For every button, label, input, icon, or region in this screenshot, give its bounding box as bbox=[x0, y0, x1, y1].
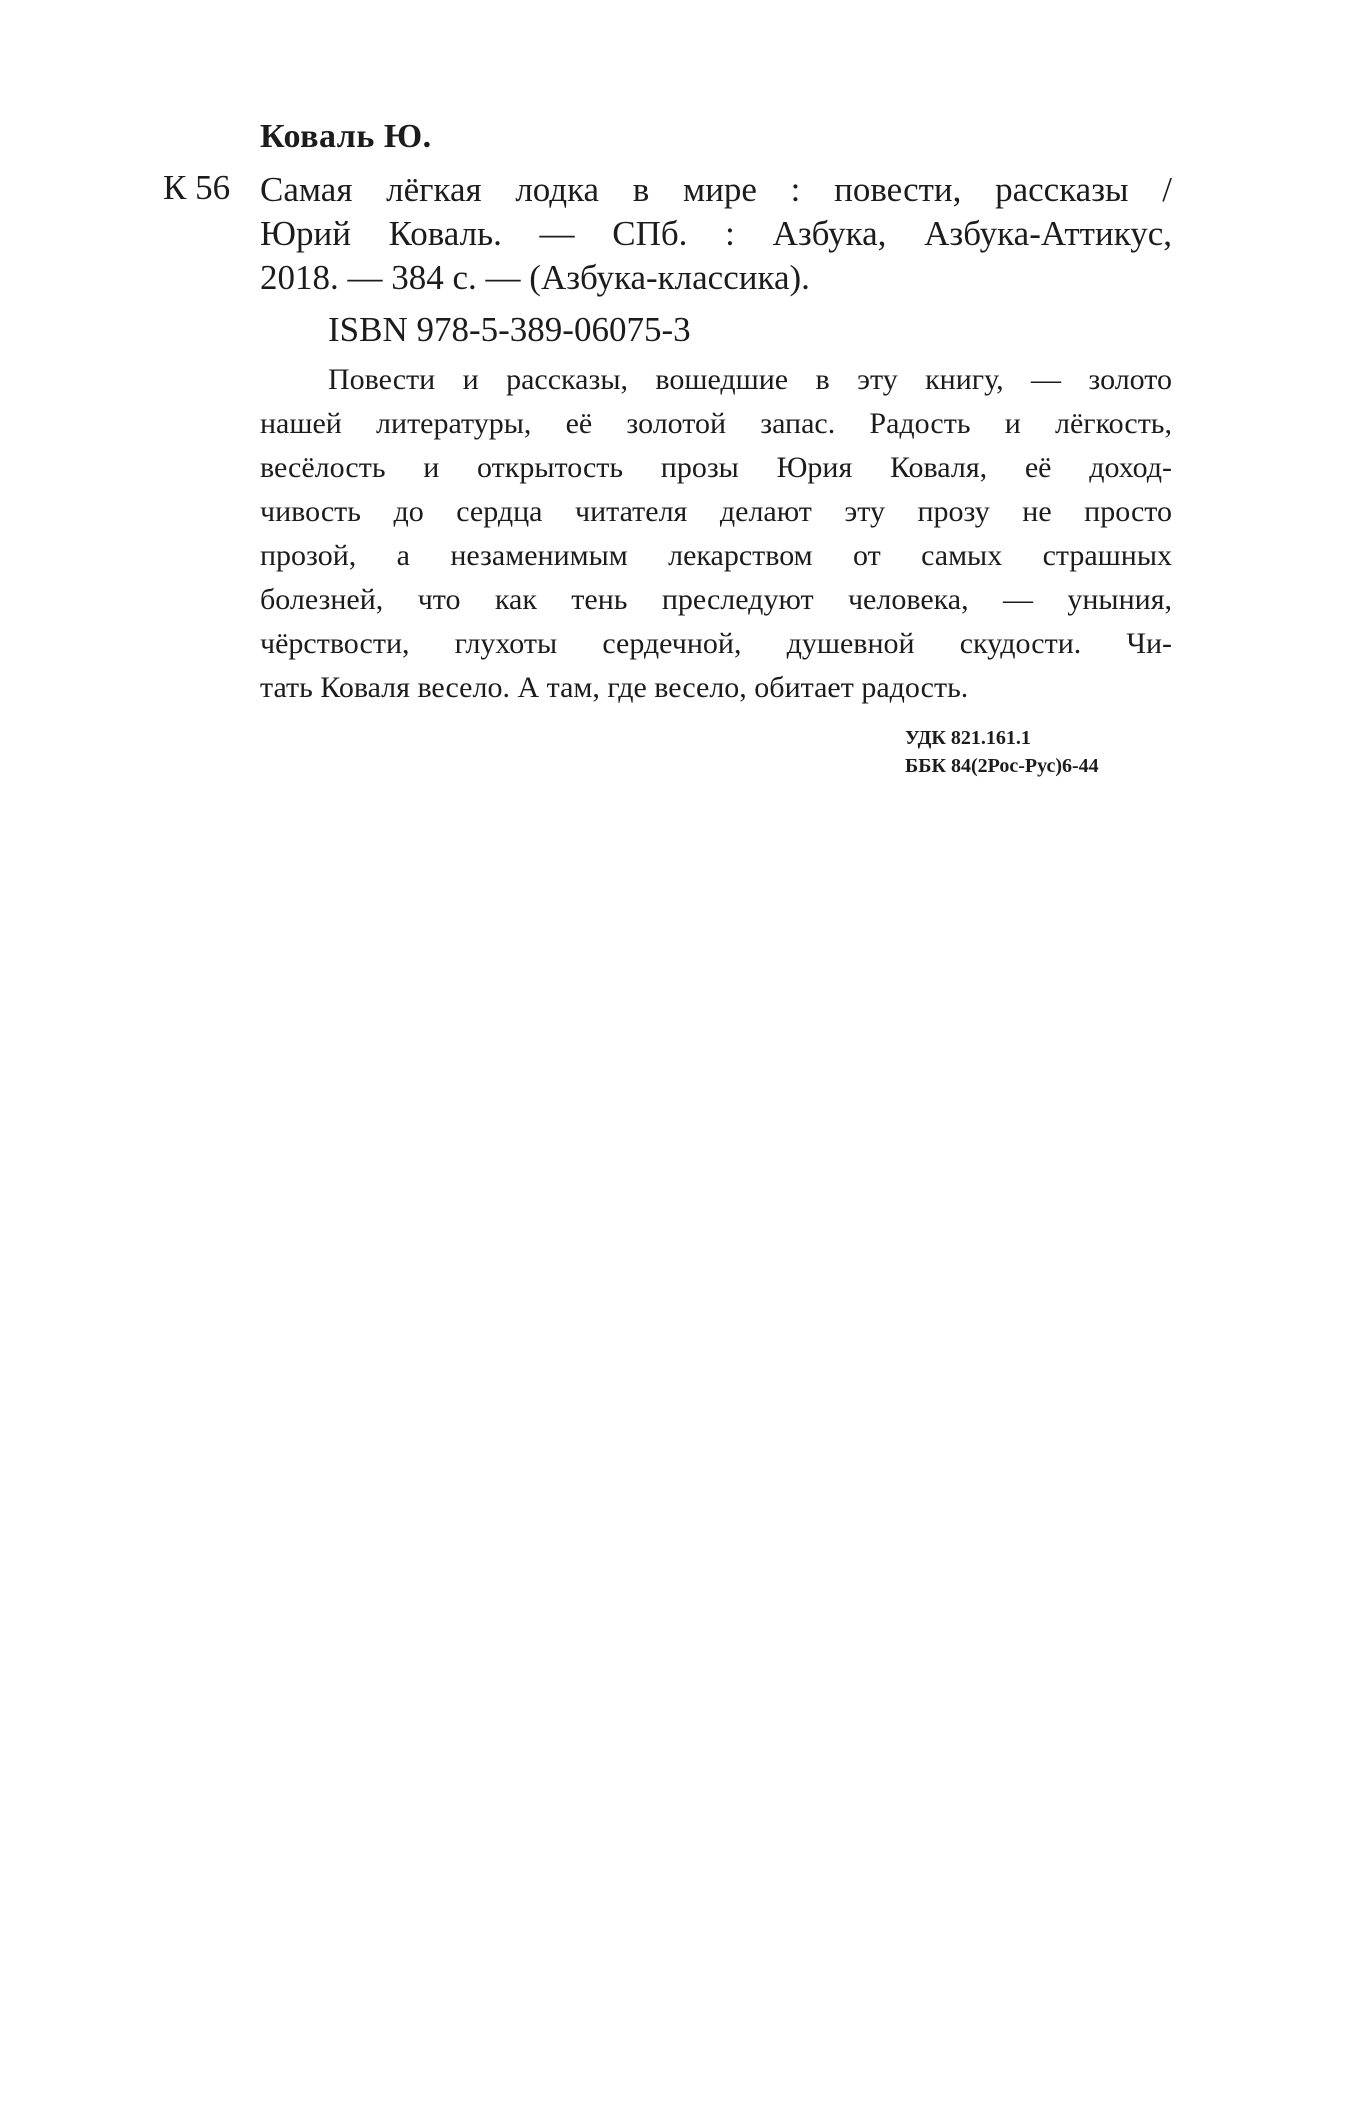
udk-code: УДК 821.161.1 bbox=[905, 727, 1031, 749]
annotation-line: болезней, что как тень преследуют человека, — уныния, bbox=[260, 583, 1172, 616]
author-mark-code: К 56 bbox=[163, 168, 231, 207]
annotation-line: весёлость и открытость прозы Юрия Коваля, её доход- bbox=[260, 451, 1172, 484]
annotation-line: нашей литературы, её золотой запас. Радость и лёгкость, bbox=[260, 407, 1172, 440]
biblio-line: Юрий Коваль. — СПб. : Азбука, Азбука-Аттикус, bbox=[260, 214, 1172, 253]
classification-codes bbox=[905, 724, 1099, 780]
isbn: ISBN 978-5-389-06075-3 bbox=[328, 310, 691, 349]
annotation-line: чивость до сердца читателя делают эту прозу не просто bbox=[260, 495, 1172, 528]
annotation-line: тать Коваля весело. А там, где весело, обитает радость. bbox=[260, 671, 969, 704]
biblio-line: Самая лёгкая лодка в мире : повести, рассказы / bbox=[260, 170, 1172, 209]
biblio-line: 2018. — 384 с. — (Азбука-классика). bbox=[260, 258, 810, 297]
annotation-line: чёрствости, глухоты сердечной, душевной скудости. Чи- bbox=[260, 627, 1172, 660]
annotation-line: Повести и рассказы, вошедшие в эту книгу, — золото bbox=[328, 363, 1172, 396]
annotation bbox=[260, 358, 1172, 710]
annotation-line: прозой, а незаменимым лекарством от самых страшных bbox=[260, 539, 1172, 572]
bibliographic-description bbox=[260, 168, 1172, 300]
bbk-code: ББК 84(2Рос-Рус)6-44 bbox=[905, 755, 1099, 777]
author-heading: Коваль Ю. bbox=[260, 118, 432, 155]
